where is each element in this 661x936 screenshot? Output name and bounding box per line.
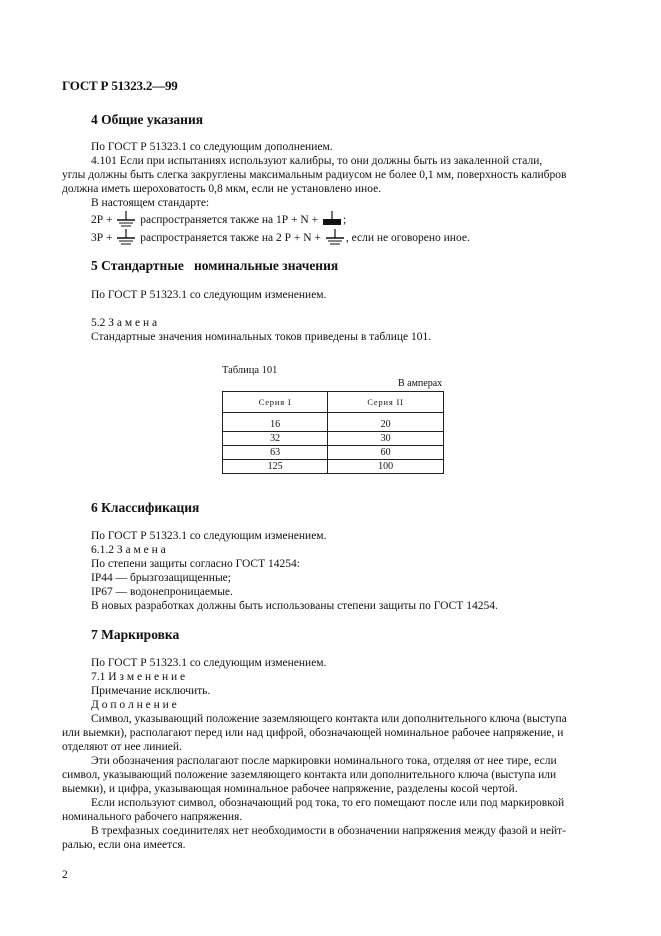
section-7-heading: 7 Маркировка: [91, 627, 180, 642]
table-cell: 60: [328, 446, 444, 460]
ground-icon: [115, 210, 137, 228]
clause-71-title: 7.1 И з м е н е н и е: [91, 671, 186, 683]
table-cell: 30: [328, 432, 444, 446]
page-number: 2: [62, 869, 68, 881]
clause-612-line1: По степени защиты согласно ГОСТ 14254:: [91, 558, 300, 570]
clause-52-text: Стандартные значения номинальных токов приведены в таблице 101.: [91, 331, 432, 343]
pole-line-2: [91, 228, 470, 246]
para-b-line3: выемки), и цифра, указывающая номинальное рабочее напряжение, разделены косой чертой.: [62, 783, 518, 795]
section-4-intro: По ГОСТ Р 51323.1 со следующим дополнением.: [91, 141, 333, 153]
table-row: [223, 432, 444, 446]
table-header-row: [223, 392, 444, 413]
section-4-heading: 4 Общие указания: [91, 112, 204, 127]
table-cell: 16: [223, 413, 328, 432]
para-d-line1: В трехфазных соединителях нет необходимости в обозначении напряжения между фазой и нейт-: [91, 825, 566, 837]
clause-612-line2: IP44 — брызгозащищенные;: [91, 572, 231, 584]
document-header: ГОСТ Р 51323.2—99: [62, 78, 178, 93]
section-5-intro: По ГОСТ Р 51323.1 со следующим изменением.: [91, 289, 327, 301]
table-cell: 63: [223, 446, 328, 460]
earth-icon: [321, 210, 343, 228]
pole-line-1: [91, 210, 346, 228]
table-101: [222, 391, 444, 474]
para-c-line1: Если используют символ, обозначающий род тока, то его помещают после или под маркировкой: [91, 797, 565, 809]
table-col-header: Серия II: [328, 392, 444, 413]
pole-line-1-prefix: 2Р +: [91, 214, 113, 226]
para-c-line2: номинального рабочего напряжения.: [62, 811, 243, 823]
table-row: [223, 446, 444, 460]
para-a-line1: Символ, указывающий положение заземляющего контакта или дополнительного ключа (выступа: [91, 713, 567, 725]
clause-612-line3: IP67 — водонепроницаемые.: [91, 586, 233, 598]
pole-line-2-prefix: 3Р +: [91, 232, 113, 244]
section-6-heading: 6 Классификация: [91, 500, 200, 515]
table-col-header: Серия I: [223, 392, 328, 413]
table-cell: 32: [223, 432, 328, 446]
para-b-line2: символ, указывающий положение заземляющего контакта или дополнительного ключа (выступа или: [62, 769, 557, 781]
clause-4101-line3: должна иметь шероховатость 0,8 мкм, если не установлено иное.: [62, 183, 382, 195]
ground-icon: [324, 228, 346, 246]
pole-line-1-suffix: ;: [342, 214, 347, 226]
clause-4101-line2: углы должны быть слегка закруглены максимальным радиусом не более 0,1 мм, поверхность калибров: [62, 169, 567, 181]
clause-612-line4: В новых разработках должны быть использованы степени защиты по ГОСТ 14254.: [91, 600, 498, 612]
table-cell: 125: [223, 460, 328, 474]
pole-line-2-suffix: , если не оговорено иное.: [345, 232, 470, 244]
pole-line-1-text: распространяется также на 1Р + N +: [140, 214, 319, 226]
section-7-intro: По ГОСТ Р 51323.1 со следующим изменением.: [91, 657, 327, 669]
clause-52-title: 5.2 З а м е н а: [91, 317, 158, 329]
table-cell: 100: [328, 460, 444, 474]
table-row: [223, 460, 444, 474]
pole-line-2-text: распространяется также на 2 Р + N +: [140, 232, 321, 244]
standard-intro: В настоящем стандарте:: [91, 197, 210, 209]
section-6-intro: По ГОСТ Р 51323.1 со следующим изменением.: [91, 530, 327, 542]
clause-612-title: 6.1.2 З а м е н а: [91, 544, 166, 556]
para-b-line1: Эти обозначения располагают после маркировки номинального тока, отделяя от нее тире, если: [91, 755, 557, 767]
addition-title: Д о п о л н е н и е: [91, 699, 177, 711]
para-a-line2: или выемки), располагают перед или над цифрой, обозначающей номинальное рабочее напряжение, и: [62, 727, 564, 739]
clause-4101-line1: 4.101 Если при испытаниях используют калибры, то они должны быть из закаленной стали,: [91, 155, 543, 167]
table-row: [223, 413, 444, 432]
ground-icon: [115, 228, 137, 246]
table-unit: В амперах: [398, 378, 443, 389]
section-5-heading: 5 Стандартные номинальные значения: [91, 258, 339, 273]
table-caption: Таблица 101: [222, 365, 278, 376]
clause-71-note: Примечание исключить.: [91, 685, 211, 697]
para-a-line3: отделяют от нее линией.: [62, 741, 182, 753]
table-cell: 20: [328, 413, 444, 432]
para-d-line2: ралью, если она имеется.: [62, 839, 186, 851]
